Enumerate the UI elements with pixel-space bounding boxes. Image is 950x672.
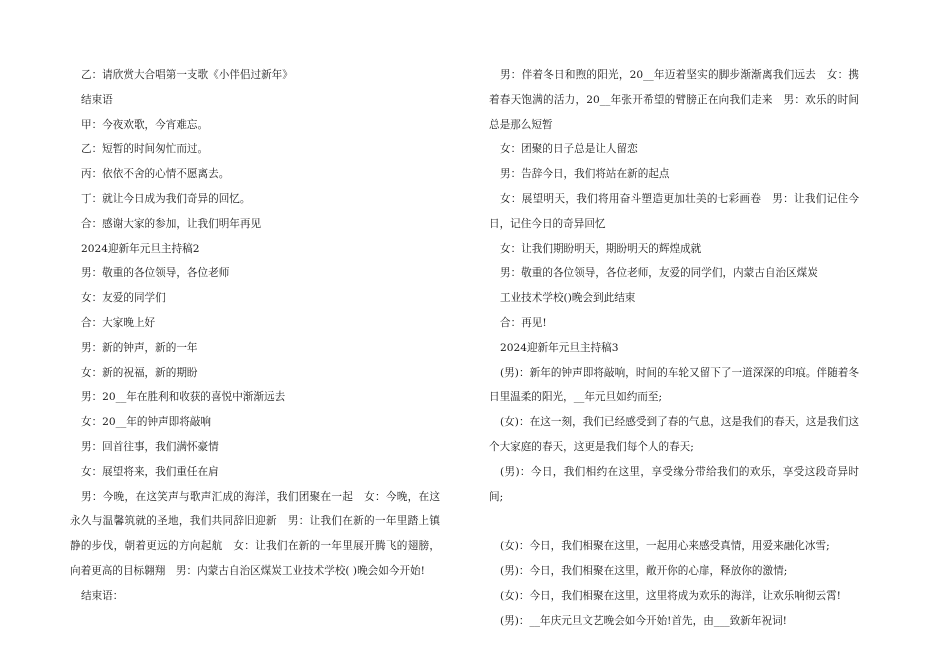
paragraph: 男：20__年在胜利和收获的喜悦中渐渐远去 [81, 391, 286, 404]
paragraph: (女)：在这一刻，我们已经感受到了春的气息，这是我们的春天，这是我们这个大家庭的春天，这更是我们每个人的春天; [489, 416, 859, 453]
paragraph: 女：展望将来，我们重任在肩 [81, 465, 219, 478]
right-text-column [489, 63, 859, 633]
section-heading: 2024迎新年元旦主持稿2 [81, 242, 200, 255]
paragraph: (男)：今日，我们相约在这里，享受缘分带给我们的欢乐，享受这段奇异时间; [489, 465, 859, 503]
paragraph: (男)：新年的钟声即将敲响，时间的车轮又留下了一道深深的印痕。伴随着冬日里温柔的阳光，__年元旦如约而至; [489, 366, 859, 404]
section-heading: 结束语： [81, 589, 124, 602]
paragraph: 乙：短暂的时间匆忙而过。 [81, 143, 209, 156]
paragraph: 乙：请欣赏大合唱第一支歌《小伴侣过新年》 [81, 69, 293, 81]
paragraph: 女：展望明天，我们将用奋斗塑造更加壮美的七彩画卷 男：让我们记住今日，记住今日的奇异回忆 [489, 192, 859, 230]
paragraph: 男：伴着冬日和煦的阳光，20__年迈着坚实的脚步渐渐离我们远去 女：携着春天饱满的活力，20__年张开希望的臂膀正在向我们走来 男：欢乐的时间总是那么短暂 [489, 69, 859, 131]
paragraph: 合：感谢大家的参加，让我们明年再见 [81, 217, 262, 230]
paragraph: 女：20__年的钟声即将敲响 [81, 416, 212, 429]
paragraph: (女)：今日，我们相聚在这里，这里将成为欢乐的海洋，让欢乐响彻云霄! [500, 589, 841, 602]
paragraph: (女)：今日，我们相聚在这里，一起用心来感受真情，用爱来融化冰雪; [500, 540, 830, 553]
paragraph: (男)：__年庆元旦文艺晚会如今开始!首先，由___致新年祝词! [500, 614, 787, 627]
section-heading: 2024迎新年元旦主持稿3 [500, 341, 619, 354]
paragraph: 合：再见! [500, 316, 547, 329]
paragraph: 男：新的钟声，新的一年 [81, 341, 198, 354]
paragraph: 丁：就让今日成为我们奇异的回忆。 [81, 192, 251, 205]
paragraph: 男：回首往事，我们满怀豪情 [81, 440, 219, 453]
paragraph: 女：友爱的同学们 [81, 292, 166, 305]
paragraph: 男：敬重的各位领导，各位老师，友爱的同学们，内蒙古自治区煤炭 [500, 267, 818, 280]
section-heading: 结束语 [81, 93, 113, 106]
paragraph: 女：团聚的日子总是让人留恋 [500, 143, 638, 156]
left-text-column [70, 63, 440, 609]
paragraph: 合：大家晚上好 [81, 316, 156, 329]
paragraph: (男)：今日，我们相聚在这里，敞开你的心扉，释放你的激情; [500, 564, 788, 577]
paragraph: 男：今晚，在这笑声与歌声汇成的海洋，我们团聚在一起 女：今晚，在这永久与温馨筑就的圣地，我们共同辞旧迎新 男：让我们在新的一年里踏上镇静的步伐，朝着更远的方向起航 女：让我们在新的一年里展开腾飞的翅膀，向着更高的目标翱翔 男：内蒙古自治区煤炭工业技术学校( )晚会如今开始! [70, 490, 440, 577]
paragraph: 工业技术学校()晚会到此结束 [500, 292, 636, 305]
paragraph: 甲：今夜欢歌，今宵难忘。 [81, 118, 209, 131]
paragraph: 男：敬重的各位领导，各位老师 [81, 267, 230, 280]
paragraph: 女：让我们期盼明天，期盼明天的辉煌成就 [500, 242, 702, 255]
blank-line [489, 509, 859, 534]
paragraph: 女：新的祝福，新的期盼 [81, 366, 198, 379]
paragraph: 男：告辞今日，我们将站在新的起点 [500, 168, 670, 181]
paragraph: 丙：依依不舍的心情不愿离去。 [81, 168, 230, 181]
